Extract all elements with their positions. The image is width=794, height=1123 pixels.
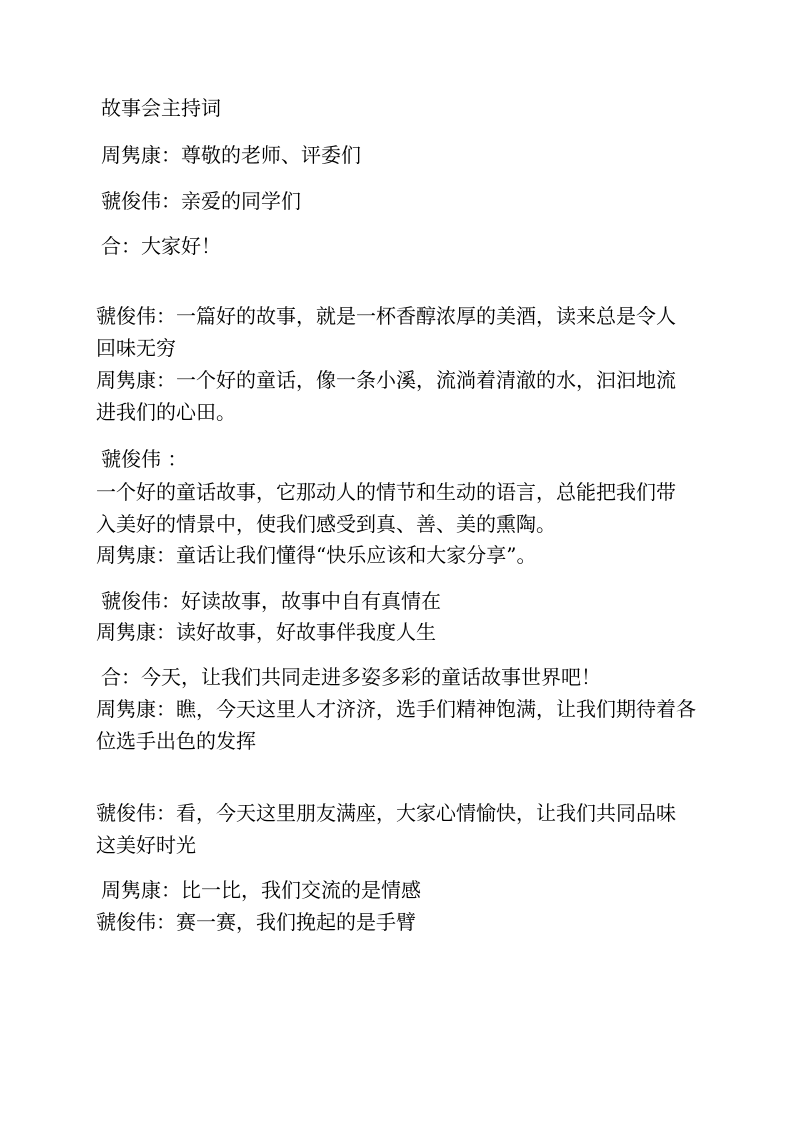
text-line: 这美好时光 [96, 833, 196, 857]
document-title: 故事会主持词 [101, 96, 221, 120]
text-line: 合：今天，让我们共同走进多姿多彩的童话故事世界吧！ [101, 665, 601, 689]
text-line: 虢俊伟：看，今天这里朋友满座，大家心情愉快，让我们共同品味 [96, 801, 676, 825]
text-line: 周隽康：比一比，我们交流的是情感 [101, 878, 421, 902]
text-line: 虢俊伟：好读故事，故事中自有真情在 [101, 589, 441, 613]
text-line: 周隽康：一个好的童话，像一条小溪，流淌着清澈的水，汩汩地流 [96, 368, 676, 392]
text-line: 位选手出色的发挥 [96, 729, 256, 753]
text-line: 入美好的情景中，使我们感受到真、善、美的熏陶。 [96, 512, 556, 536]
text-line: 一个好的童话故事，它那动人的情节和生动的语言，总能把我们带 [96, 480, 676, 504]
text-line: 周隽康：童话让我们懂得“快乐应该和大家分享”。 [96, 543, 537, 567]
text-line: 合：大家好！ [101, 234, 221, 258]
text-line: 周隽康：尊敬的老师、评委们 [101, 143, 361, 167]
text-line: 虢俊伟 ： [101, 447, 188, 471]
text-line: 进我们的心田。 [96, 400, 236, 424]
text-line: 虢俊伟：一篇好的故事，就是一杯香醇浓厚的美酒，读来总是令人 [96, 304, 676, 328]
text-line: 虢俊伟：亲爱的同学们 [101, 189, 301, 213]
text-line: 周隽康：读好故事，好故事伴我度人生 [96, 620, 436, 644]
text-line: 回味无穷 [96, 336, 176, 360]
text-line: 周隽康：瞧，今天这里人才济济，选手们精神饱满，让我们期待着各 [96, 697, 696, 721]
text-line: 虢俊伟：赛一赛，我们挽起的是手臂 [96, 910, 416, 934]
